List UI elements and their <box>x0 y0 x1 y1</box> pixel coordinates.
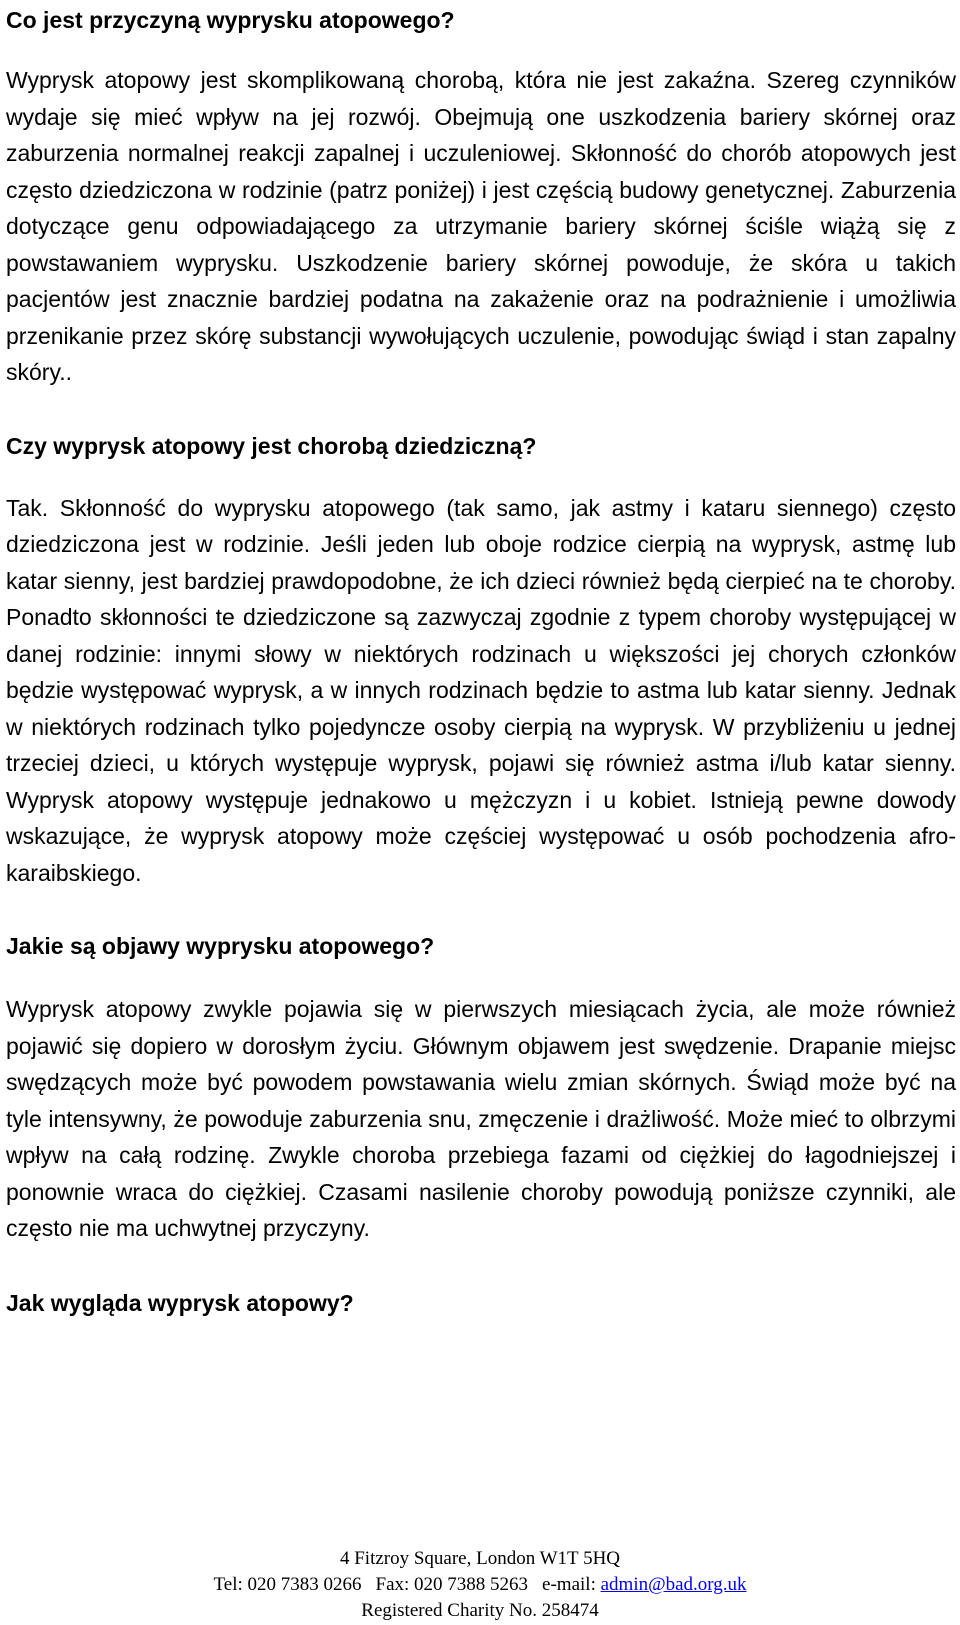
footer-contact-line <box>0 1572 960 1598</box>
footer-fax: Fax: 020 7388 5263 <box>375 1574 529 1595</box>
section-heading-heredity: Czy wyprysk atopowy jest chorobą dziedziczną? <box>6 432 537 459</box>
document-body <box>6 0 956 1318</box>
section-body-cause: Wyprysk atopowy jest skomplikowaną chorobą, która nie jest zakaźna. Szereg czynników wydaje się mieć wpływ na jej rozwój. Obejmują one uszkodzenia bariery skórnej oraz zaburzenia normalnej reakcji zapalnej i uczuleniowej. Skłonność do chorób atopowych jest często dziedziczona w rodzinie (patrz poniżej) i jest częścią budowy genetycznej. Zaburzenia dotyczące genu odpowiadającego za utrzymanie bariery skórnej ściśle wiążą się z powstawaniem wyprysku. Uszkodzenie bariery skórnej powoduje, że skóra u takich pacjentów jest znacznie bardziej podatna na zakażenie oraz na podrażnienie i umożliwia przenikanie przez skórę substancji wywołujących uczulenie, powodując świąd i stan zapalny skóry.. <box>6 67 956 385</box>
footer-charity-number: Registered Charity No. 258474 <box>361 1600 599 1621</box>
footer-tel: Tel: 020 7383 0266 <box>213 1574 362 1595</box>
footer-email-link[interactable]: admin@bad.org.uk <box>600 1574 747 1595</box>
section-heading-appearance: Jak wygląda wyprysk atopowy? <box>6 1289 354 1316</box>
section-body-symptoms: Wyprysk atopowy zwykle pojawia się w pierwszych miesiącach życia, ale może również pojawić się dopiero w dorosłym życiu. Głównym objawem jest swędzenie. Drapanie miejsc swędzących może być powodem powstawania wielu zmian skórnych. Świąd może być na tyle intensywny, że powoduje zaburzenia snu, zmęczenie i drażliwość. Może mieć to olbrzymi wpływ na całą rodzinę. Zwykle choroba przebiega fazami od ciężkiej do łagodniejszej i ponownie wraca do ciężkiej. Czasami nasilenie choroby powodują poniższe czynniki, ale często nie ma uchwytnej przyczyny. <box>6 996 956 1241</box>
section-heading-cause: Co jest przyczyną wyprysku atopowego? <box>6 7 455 33</box>
footer-email-label: e-mail: <box>542 1574 596 1595</box>
page-footer <box>0 1546 960 1624</box>
section-heading-symptoms: Jakie są objawy wyprysku atopowego? <box>6 933 435 959</box>
footer-address: 4 Fitzroy Square, London W1T 5HQ <box>339 1548 621 1569</box>
section-body-heredity: Tak. Skłonność do wyprysku atopowego (tak samo, jak astmy i kataru siennego) często dziedziczona jest w rodzinie. Jeśli jeden lub oboje rodzice cierpią na wyprysk, astmę lub katar sienny, jest bardziej prawdopodobne, że ich dzieci również będą cierpieć na te choroby. Ponadto skłonności te dziedziczone są zazwyczaj zgodnie z typem choroby występującej w danej rodzinie: innymi słowy w niektórych rodzinach u większości jej chorych członków będzie występować wyprysk, a w innych rodzinach będzie to astma lub katar sienny. Jednak w niektórych rodzinach tylko pojedyncze osoby cierpią na wyprysk. W przybliżeniu u jednej trzeciej dzieci, u których występuje wyprysk, pojawi się również astma i/lub katar sienny. Wyprysk atopowy występuje jednakowo u mężczyzn i u kobiet. Istnieją pewne dowody wskazujące, że wyprysk atopowy może częściej występować u osób pochodzenia afro-karaibskiego. <box>6 494 956 886</box>
